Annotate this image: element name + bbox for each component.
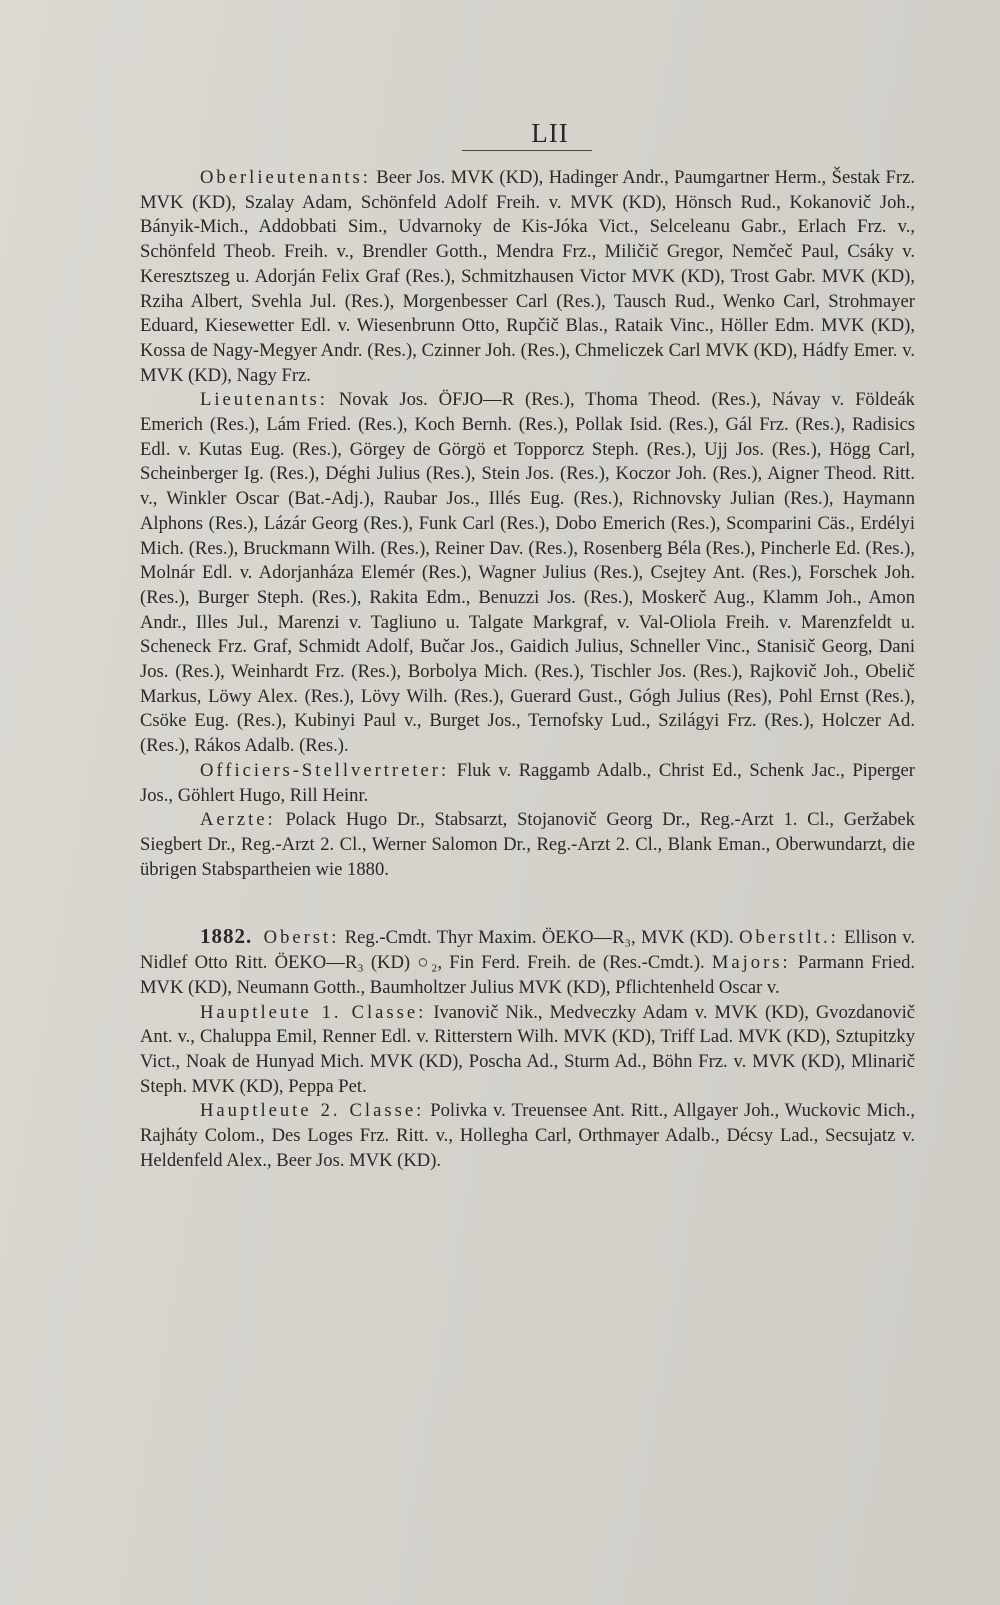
- aerzte-list: Polack Hugo Dr., Stabsarzt, Stojanovič Georg Dr., Reg.-Arzt 1. Cl., Geržabek Siegbert Dr., Reg.-Arzt 2. Cl., Werner Salomon Dr., Reg.-Arzt 2. Cl., Blank Eman., Oberwundarzt, die übrigen Stabspartheien wie 1880.: [140, 809, 915, 880]
- officiers-stellvertreter-paragraph: [140, 759, 915, 808]
- majors-list: Parmann Fried. MVK (KD), Neumann Gotth., Baumholtzer Julius MVK (KD), Pflichtenheld Oscar v.: [140, 952, 916, 998]
- header-rule: [462, 150, 592, 151]
- year-1882: 1882.: [200, 924, 253, 949]
- hauptleute-2-paragraph: [140, 1099, 915, 1173]
- hauptleute-1-list: Ivanovič Nik., Medveczky Adam v. MVK (KD), Gvozdanovič Ant. v., Chaluppa Emil, Renner Edl. v. Ritterstern Wilh. MVK (KD), Triff Lad. MVK (KD), Sztupitzky Vict., Noak de Hunyad Mich. MVK (KD), Poscha Ad., Sturm Ad., Böhn Frz. v. MVK (KD), Mlinarič Steph. MVK (KD), Peppa Pet.: [140, 1001, 915, 1097]
- oberlieutenants-list: Beer Jos. MVK (KD), Hadinger Andr., Paumgartner Herm., Šestak Frz. MVK (KD), Szalay Adam, Schönfeld Adolf Freih. v. MVK (KD), Hönsch Rud., Kokanovič Joh., Bányik-Mich., Addobbati Sim., Udvarnoky de Kis-Jóka Vict., Selceleanu Gabr., Erlach Frz. v., Schönfeld Theob. Freih. v., Brendler Gotth., Mendra Frz., Miličič Gregor, Nemčeč Paul, Csáky v. Keresztszeg u. Adorján Felix Graf (Res.), Schmitzhausen Victor MVK (KD), Trost Gabr. MVK (KD), Rziha Albert, Svehla Jul. (Res.), Morgenbesser Carl (Res.), Tausch Rud., Wenko Carl, Strohmayer Eduard, Kiesewetter Edl. v. Wiesenbrunn Otto, Rupčič Blas., Rataik Vinc., Höller Edm. MVK (KD), Kossa de Nagy-Megyer Andr. (Res.), Czinner Joh. (Res.), Chmeliczek Carl MVK (KD), Hádfy Emer. v. MVK (KD), Nagy Frz.: [140, 167, 915, 386]
- oberst-heading: Oberst:: [263, 927, 340, 949]
- officiers-stellvertreter-list: Fluk v. Raggamb Adalb., Christ Ed., Schenk Jac., Piperger Jos., Göhlert Hugo, Rill Heinr.: [140, 759, 915, 806]
- majors-heading: Majors:: [711, 952, 791, 974]
- lieutenants-heading: Lieutenants:: [200, 389, 328, 411]
- oberstlt-heading: Oberstlt.:: [739, 927, 839, 949]
- oberst-list: Reg.-Cmdt. Thyr Maxim. ÖEKO—R₃, MVK (KD).: [344, 927, 734, 949]
- aerzte-paragraph: [140, 808, 915, 882]
- oberlieutenants-paragraph: [140, 166, 915, 388]
- hauptleute-2-list: Polivka v. Treuensee Ant. Ritt., Allgayer Joh., Wuckovic Mich., Rajháty Colom., Des Loges Frz. Ritt. v., Hollegha Carl, Orthmayer Adalb., Décsy Lad., Secsujatz v. Heldenfeld Alex., Beer Jos. MVK (KD).: [140, 1100, 915, 1171]
- oberstlt-list: Ellison v. Nidlef Otto Ritt. ÖEKO—R₃ (KD) ○₂, Fin Ferd. Freih. de (Res.-Cmdt.).: [140, 927, 915, 974]
- section-gap: [140, 882, 915, 924]
- lieutenants-paragraph: [140, 388, 915, 759]
- hauptleute-2-heading: Hauptleute 2. Classe:: [200, 1100, 425, 1122]
- hauptleute-1-heading: Hauptleute 1. Classe:: [200, 1001, 427, 1023]
- document-body: [140, 166, 915, 1173]
- oberlieutenants-heading: Oberlieutenants:: [200, 167, 371, 188]
- hauptleute-1-paragraph: [140, 1001, 915, 1100]
- officiers-stellvertreter-heading: Officiers-Stellvertreter:: [200, 759, 450, 781]
- aerzte-heading: Aerzte:: [200, 809, 276, 831]
- page-number: LII: [531, 118, 569, 148]
- year-1882-staff-paragraph: [140, 924, 915, 1000]
- lieutenants-list: Novak Jos. ÖFJO—R (Res.), Thoma Theod. (Res.), Návay v. Földeák Emerich (Res.), Lám Fried. (Res.), Koch Bernh. (Res.), Pollak Isid. (Res.), Gál Frz. (Res.), Radisics Edl. v. Kutas Eug. (Res.), Görgey de Görgö et Topporcz Steph. (Res.), Ujj Jos. (Res.), Högg Carl, Scheinberger Ig. (Res.), Déghi Julius (Res.), Stein Jos. (Res.), Koczor Joh. (Res.), Aigner Theod. Ritt. v., Winkler Oscar (Bat.-Adj.), Raubar Jos., Illés Eug. (Res.), Richnovsky Julian (Res.), Haymann Alphons (Res.), Lázár Georg (Res.), Funk Carl (Res.), Dobo Emerich (Res.), Scomparini Cäs., Erdélyi Mich. (Res.), Bruckmann Wilh. (Res.), Reiner Dav. (Res.), Rosenberg Béla (Res.), Pincherle Ed. (Res.), Molnár Edl. v. Adorjanháza Elemér (Res.), Wagner Julius (Res.), Csejtey Ant. (Res.), Forschek Joh. (Res.), Burger Steph. (Res.), Rakita Edm., Benuzzi Jos. (Res.), Moskerč Aug., Klamm Joh., Amon Andr., Illes Jul., Marenzi v. Tagliuno u. Talgate Markgraf, v. Val-Oliola Freih. v. Marenzfeldt u. Scheneck Frz. Graf, Schmidt Adolf, Bučar Jos., Gaidich Julius, Schneller Vinc., Stanisič Georg, Dani Jos. (Res.), Weinhardt Frz. (Res.), Borbolya Mich. (Res.), Tischler Jos. (Res.), Rajkovič Joh., Obelič Markus, Löwy Alex. (Res.), Lövy Wilh. (Res.), Guerard Gust., Gógh Julius (Res), Pohl Ernst (Res.), Csöke Eug. (Res.), Kubinyi Paul v., Burget Jos., Ternofsky Lud., Szilágyi Frz. (Res.), Holczer Ad. (Res.), Rákos Adalb. (Res.).: [140, 389, 915, 757]
